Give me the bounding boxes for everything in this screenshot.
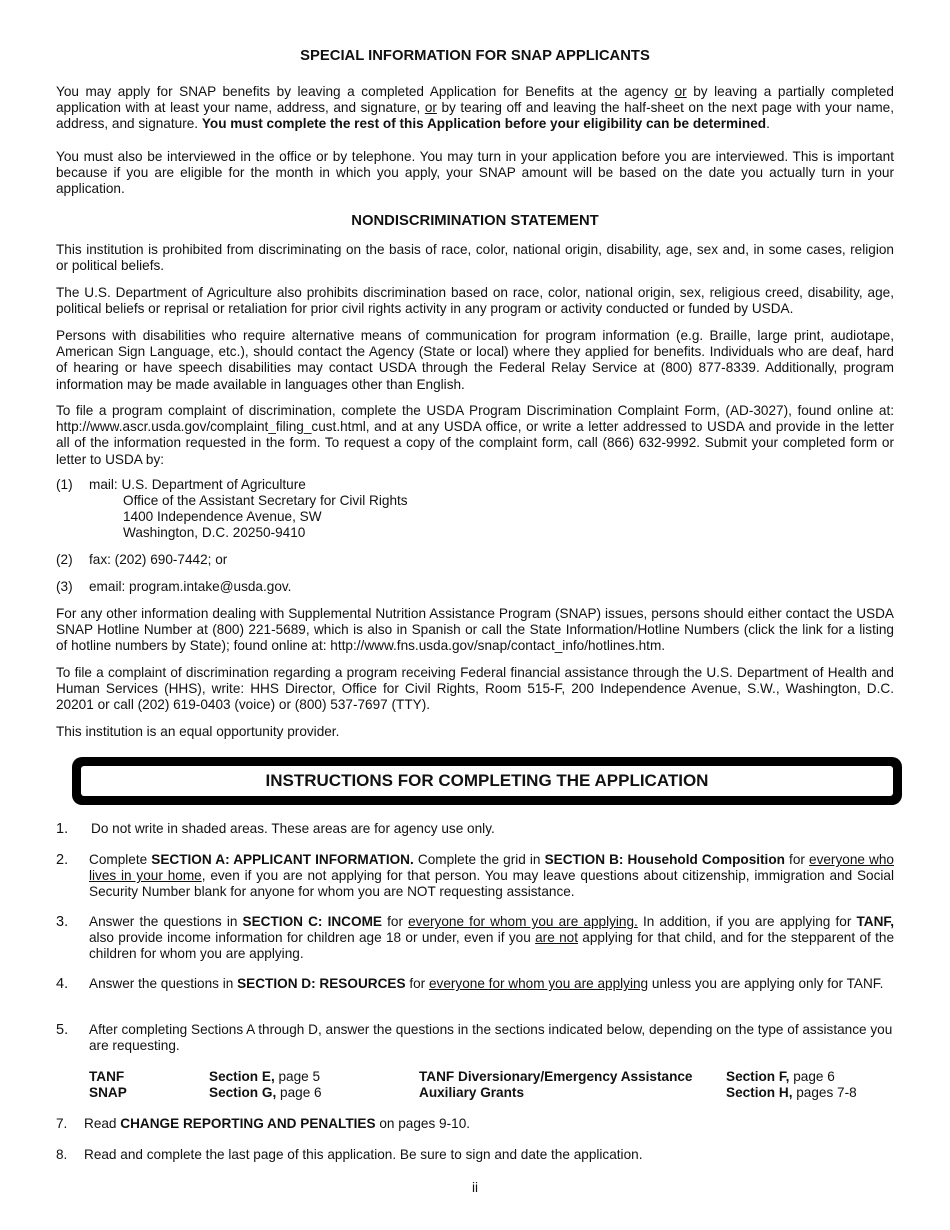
- instruction-text: Read CHANGE REPORTING AND PENALTIES on pages 9-10.: [84, 1116, 471, 1131]
- program-name: SNAP: [89, 1085, 127, 1100]
- program-name: TANF: [89, 1069, 125, 1084]
- instruction-number: 4.: [56, 976, 69, 992]
- instructions-title: INSTRUCTIONS FOR COMPLETING THE APPLICATION: [81, 766, 893, 796]
- instruction-text: Answer the questions in SECTION D: RESOURCES for everyone for whom you are applying unless you are applying only for TANF.: [89, 976, 884, 991]
- instruction-number: 2.: [56, 852, 69, 868]
- program-name: Auxiliary Grants: [419, 1085, 525, 1100]
- nondiscrimination-paragraph-6: To file a complaint of discrimination regarding a program receiving Federal financial assistance through the U.S. Department of Health and Human Services (HHS), write: HHS Director, Office for Civil Rights, Room 515-F, 200 Independence Avenue, S.W., Washington, D.C. 20201 or call (202) 619-0403 (voice) or (800) 537-7697 (TTY).: [56, 665, 894, 713]
- special-info-title: SPECIAL INFORMATION FOR SNAP APPLICANTS: [300, 48, 650, 64]
- instructions-banner: [72, 757, 902, 805]
- address-line-1: Office of the Assistant Secretary for Civil Rights: [123, 493, 408, 508]
- nondiscrimination-paragraph-4: To file a program complaint of discrimination, complete the USDA Program Discrimination Complaint Form, (AD-3027), found online at: http://www.ascr.usda.gov/complaint_filing_cust.html, and at any USDA office, or write a letter addressed to USDA and provide in the letter all of the information requested in the form. To request a copy of the complaint form, call (866) 632-9992. Submit your completed form or letter to USDA by:: [56, 403, 894, 467]
- section-reference: Section F, page 6: [726, 1069, 835, 1084]
- instruction-text: Do not write in shaded areas. These areas are for agency use only.: [91, 821, 495, 836]
- nondiscrimination-paragraph-5: For any other information dealing with Supplemental Nutrition Assistance Program (SNAP) issues, persons should either contact the USDA SNAP Hotline Number at (800) 221-5689, which is also in Spanish or call the State Information/Hotline Numbers (click the link for a listing of hotline numbers by State); found online at: http://www.fns.usda.gov/snap/contact_info/hotlines.htm.: [56, 606, 894, 654]
- address-line-3: Washington, D.C. 20250-9410: [123, 525, 306, 540]
- submit-method-number: (2): [56, 552, 73, 567]
- submit-method-text: fax: (202) 690-7442; or: [89, 552, 228, 567]
- special-info-paragraph-2: You must also be interviewed in the office or by telephone. You may turn in your application before you are interviewed. This is important because if you are eligible for the month in which you apply, your SNAP amount will be based on the date you actually turn in your application.: [56, 149, 894, 197]
- submit-method-number: (3): [56, 579, 73, 594]
- section-reference: Section H, pages 7-8: [726, 1085, 857, 1100]
- nondiscrimination-paragraph-7: This institution is an equal opportunity provider.: [56, 724, 340, 739]
- nondiscrimination-paragraph-1: This institution is prohibited from discriminating on the basis of race, color, national origin, disability, age, sex and, in some cases, religion or political beliefs.: [56, 242, 894, 274]
- page-number: ii: [471, 1180, 479, 1195]
- instruction-number: 8.: [56, 1147, 68, 1162]
- instruction-number: 1.: [56, 821, 69, 837]
- submit-method-text: email: program.intake@usda.gov.: [89, 579, 292, 594]
- nondiscrimination-paragraph-2: The U.S. Department of Agriculture also prohibits discrimination based on race, color, national origin, sex, religious creed, disability, age, political beliefs or reprisal or retaliation for prior civil rights activity in any program or activity conducted or funded by USDA.: [56, 285, 894, 317]
- instruction-text: After completing Sections A through D, answer the questions in the sections indicated below, depending on the type of assistance you are requesting.: [89, 1022, 893, 1054]
- address-line-2: 1400 Independence Avenue, SW: [123, 509, 322, 524]
- instruction-number: 3.: [56, 914, 69, 930]
- nondiscrimination-paragraph-3: Persons with disabilities who require alternative means of communication for program information (e.g. Braille, large print, audiotape, American Sign Language, etc.), should contact the Agency (State or local) where they applied for benefits. Individuals who are deaf, hard of hearing or have speech disabilities may contact USDA through the Federal Relay Service at (800) 877-8339. Additionally, program information may be made available in languages other than English.: [56, 328, 894, 392]
- submit-method-number: (1): [56, 477, 73, 492]
- submit-method-text: mail: U.S. Department of Agriculture: [89, 477, 306, 492]
- instruction-number: 5.: [56, 1022, 69, 1038]
- program-name: TANF Diversionary/Emergency Assistance: [419, 1069, 693, 1084]
- section-reference: Section E, page 5: [209, 1069, 321, 1084]
- instruction-number: 7.: [56, 1116, 68, 1131]
- instruction-text: Read and complete the last page of this application. Be sure to sign and date the application.: [84, 1147, 643, 1162]
- nondiscrimination-title: NONDISCRIMINATION STATEMENT: [351, 213, 599, 229]
- instruction-text: Complete SECTION A: APPLICANT INFORMATION. Complete the grid in SECTION B: Household Composition for everyone who lives in your home, even if you are not applying for that person. You may leave questions about citizenship, immigration and Social Security Number blank for anyone for whom you are NOT requesting assistance.: [89, 852, 894, 900]
- instruction-text: Answer the questions in SECTION C: INCOME for everyone for whom you are applying. In addition, if you are applying for TANF, also provide income information for children age 18 or under, even if you are not applying for that child, and for the stepparent of the children for whom you are applying.: [89, 914, 895, 962]
- special-info-paragraph-1: You may apply for SNAP benefits by leaving a completed Application for Benefits at the agency or by leaving a partially completed application with at least your name, address, and signature, or by tearing off and leaving the half-sheet on the next page with your name, address, and signature. You must complete the rest of this Application before your eligibility can be determined.: [56, 84, 894, 132]
- section-reference: Section G, page 6: [209, 1085, 322, 1100]
